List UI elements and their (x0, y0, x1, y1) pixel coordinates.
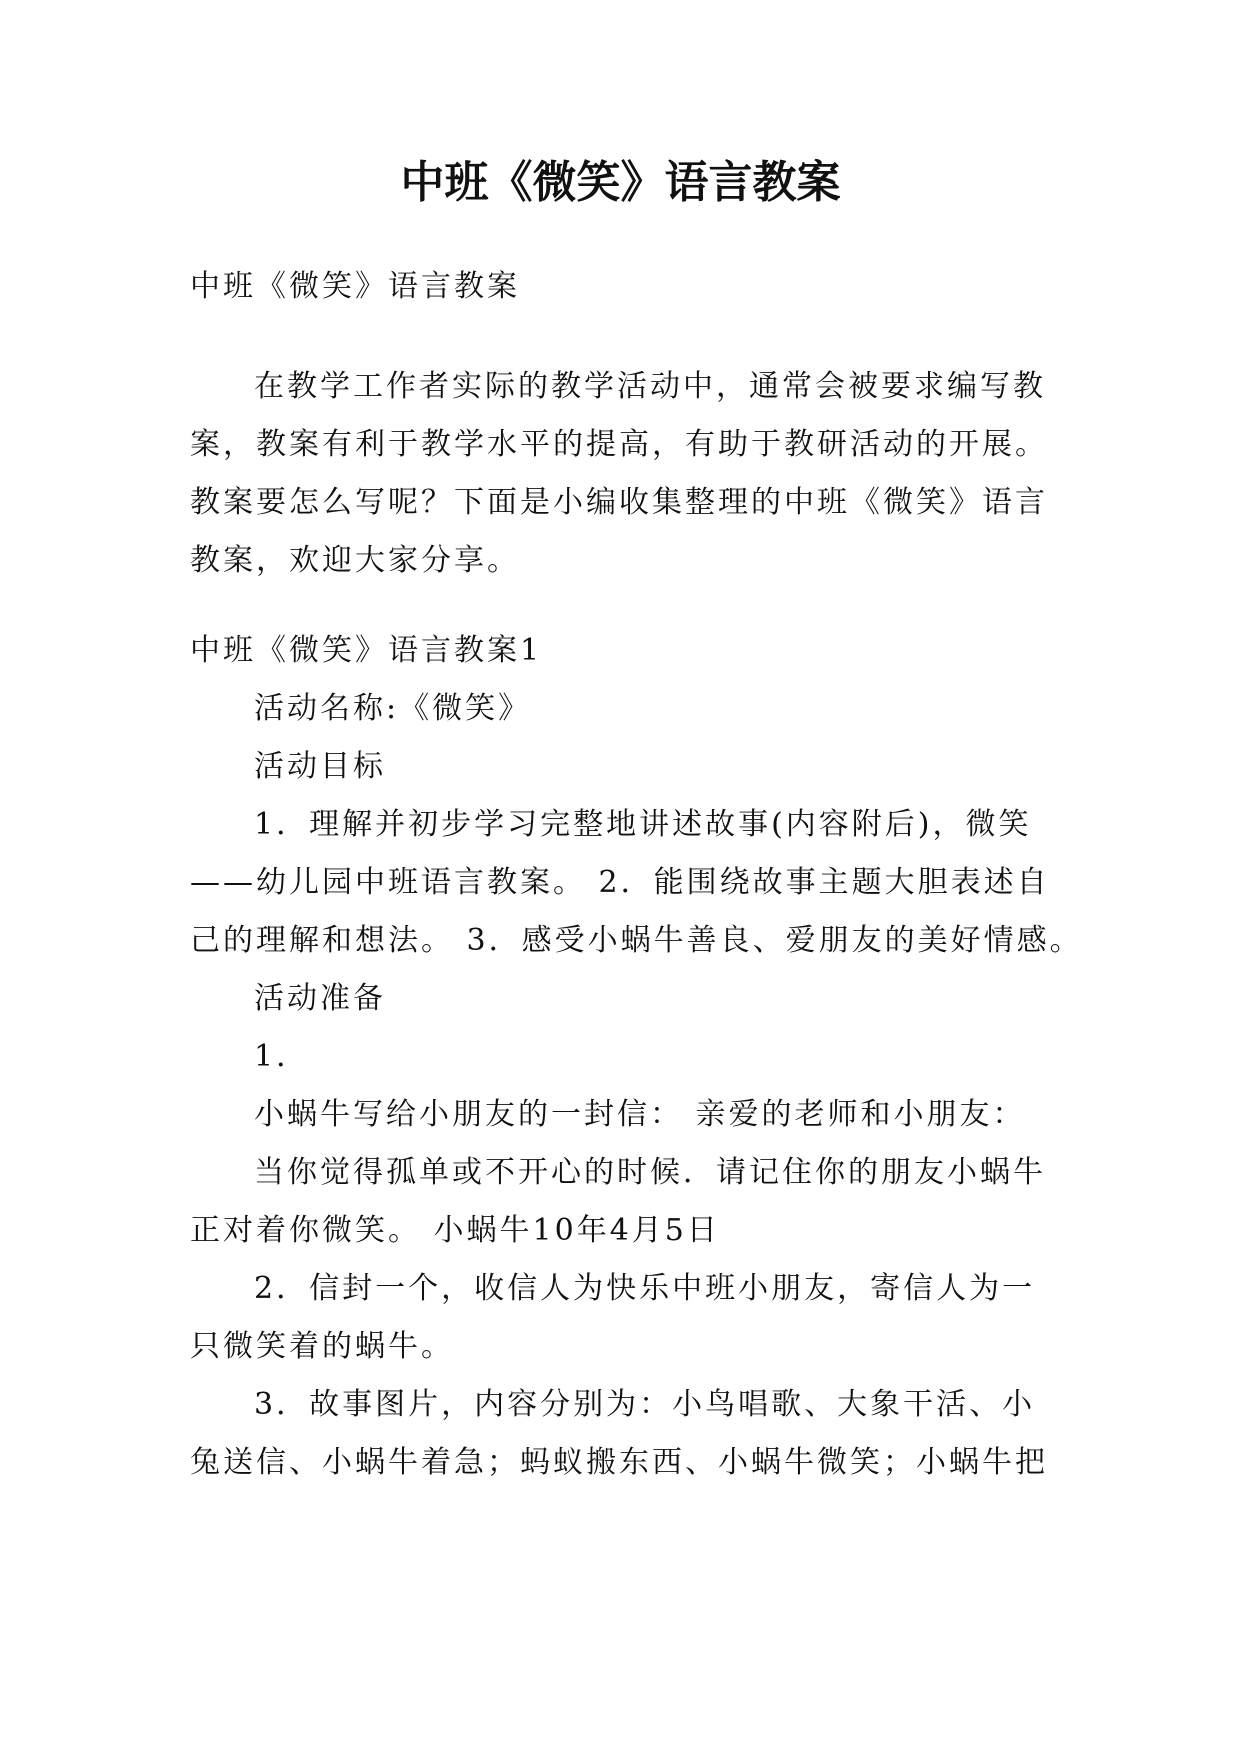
document-subtitle (190, 258, 1070, 316)
letter-line: 当你觉得孤单或不开心的时候．请记住你的朋友小蜗牛 (254, 1155, 1046, 1190)
section-heading: 中班《微笑》语言教案1 (190, 633, 543, 668)
lesson-section (190, 622, 1083, 1492)
preparation-item: 兔送信、小蜗牛着急；蚂蚁搬东西、小蜗牛微笑；小蜗牛把 (190, 1445, 1048, 1480)
letter-line: 正对着你微笑。 小蜗牛10年4月5日 (190, 1213, 720, 1248)
activity-goals-heading: 活动目标 (254, 749, 386, 784)
subtitle-line: 中班《微笑》语言教案 (190, 269, 520, 304)
preparation-item: 3．故事图片，内容分别为：小鸟唱歌、大象干活、小 (254, 1387, 1036, 1422)
intro-paragraph (190, 358, 1070, 590)
intro-line: 教案，欢迎大家分享。 (190, 543, 520, 578)
document-title: 中班《微笑》语言教案 (400, 157, 841, 208)
preparation-item: 只微笑着的蜗牛。 (190, 1329, 454, 1364)
intro-line: 案，教案有利于教学水平的提高，有助于教研活动的开展。 (190, 427, 1048, 462)
intro-line: 在教学工作者实际的教学活动中，通常会被要求编写教 (254, 369, 1046, 404)
letter-line: 小蜗牛写给小朋友的一封信： 亲爱的老师和小朋友： (254, 1097, 1026, 1132)
preparation-item: 2．信封一个，收信人为快乐中班小朋友，寄信人为一 (254, 1271, 1036, 1306)
activity-name: 活动名称:《微笑》 (254, 691, 532, 726)
goals-line: 己的理解和想法。 3．感受小蜗牛善良、爱朋友的美好情感。 (190, 923, 1083, 958)
preparation-item: 1． (254, 1039, 310, 1074)
activity-preparation-heading: 活动准备 (254, 981, 386, 1016)
intro-line: 教案要怎么写呢？下面是小编收集整理的中班《微笑》语言 (190, 485, 1048, 520)
goals-line: 1．理解并初步学习完整地讲述故事(内容附后)，微笑 (254, 807, 1032, 842)
goals-line: ——幼儿园中班语言教案。 2．能围绕故事主题大胆表述自 (190, 865, 1050, 900)
